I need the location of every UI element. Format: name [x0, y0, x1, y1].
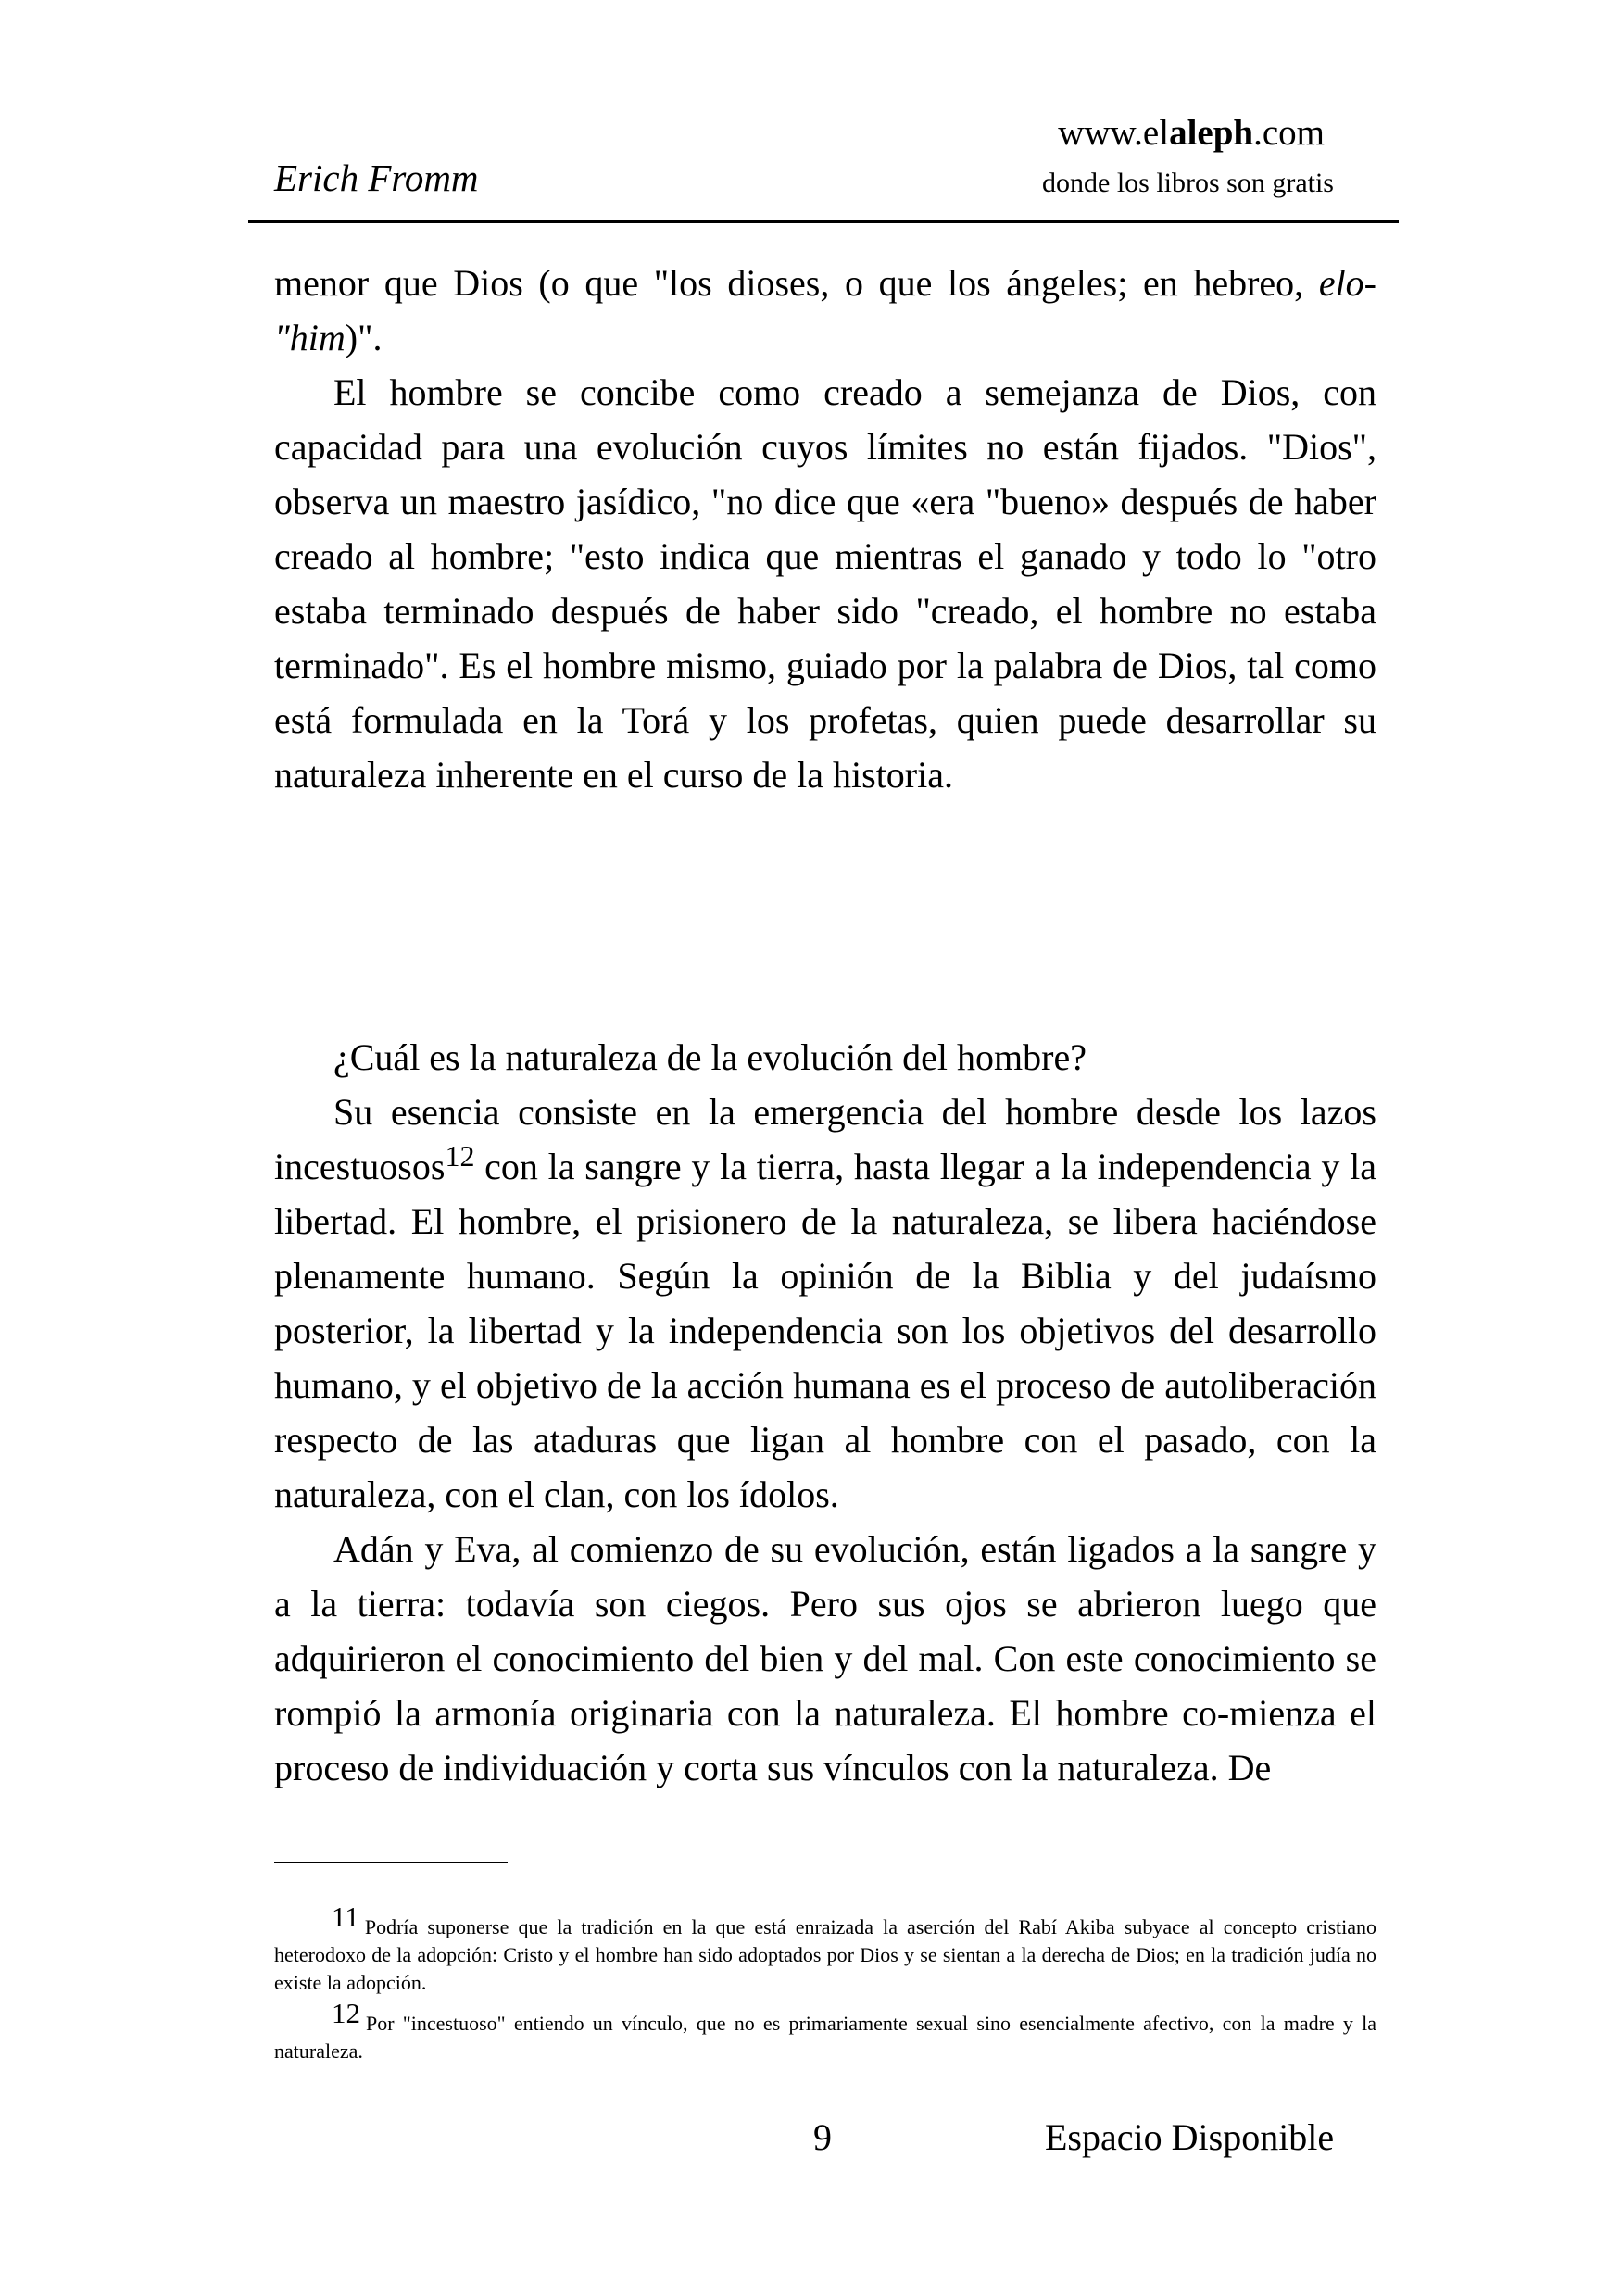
paragraph-1-italic: elo-"him: [274, 262, 1376, 358]
paragraph-4-text-b: con la sangre y la tierra, hasta llegar a la independencia y la libertad. El hombre, el prisionero de la naturaleza, se libera haciéndose plenamente humano. Según la opinión de la Biblia y del judaísmo posterior, la libertad y la independencia son los objetivos del desarrollo humano, y el objetivo de la acción humana es el proceso de autoliberación respecto de las ataduras que ligan al hombre con el pasado, con la naturaleza, con el clan, con los ídolos.: [274, 1146, 1376, 1515]
site-url-suffix: .com: [1253, 113, 1325, 153]
paragraph-5: Adán y Eva, al comienzo de su evolución, están ligados a la sangre y a la tierra: todavía son ciegos. Pero sus ojos se abrieron luego que adquirieron el conocimiento del bien y del mal. Con este conocimiento se rompió la armonía originaria con la naturaleza. El hombre co-mienza el proceso de individuación y corta sus vínculos con la naturaleza. De: [274, 1528, 1376, 1788]
running-header-author: Erich Fromm: [274, 157, 479, 199]
site-url[interactable]: [1058, 115, 1325, 151]
footnote-divider: [274, 1862, 508, 1863]
site-tagline: donde los libros son gratis: [1042, 168, 1334, 198]
footnote-11-number: 11: [332, 1901, 359, 1933]
site-url-bold: aleph: [1169, 113, 1254, 153]
paragraph-4-text-a: Su esencia consiste en la emergencia del hombre desde los lazos incestuosos: [274, 1091, 1376, 1187]
header-divider: [248, 220, 1399, 223]
body-block-top: [274, 256, 1376, 802]
footnote-11-text: Podría suponerse que la tradición en la que está enraizada la aserción del Rabí Akiba subyace al concepto cristiano heterodoxo de la adopción: Cristo y el hombre han sido adoptados por Dios y se sientan a la derecha de Dios; en la tradición judía no existe la adopción.: [274, 1915, 1376, 1994]
site-url-prefix: www.el: [1058, 113, 1170, 153]
footer-label: Espacio Disponible: [1045, 2116, 1335, 2158]
body-block-bottom: [274, 1030, 1376, 1795]
footnote-ref-12[interactable]: 12: [445, 1139, 475, 1173]
footnote-12-text: Por "incestuoso" entiendo un vínculo, que no es primariamente sexual sino esencialmente afectivo, con la madre y la naturaleza.: [274, 2012, 1376, 2063]
footnote-12-number: 12: [332, 1997, 360, 2029]
footnote-12: [274, 1997, 1376, 2065]
paragraph-3-question: ¿Cuál es la naturaleza de la evolución del hombre?: [333, 1036, 1087, 1078]
paragraph-1: [274, 256, 1376, 365]
page-number: 9: [813, 2116, 832, 2158]
footnotes: [274, 1901, 1376, 2078]
paragraph-1-text-b: )".: [345, 317, 383, 358]
footnote-11: [274, 1901, 1376, 1997]
paragraph-4: [274, 1085, 1376, 1522]
paragraph-2: El hombre se concibe como creado a semejanza de Dios, con capacidad para una evolución cuyos límites no están fijados. "Dios", observa un maestro jasídico, "no dice que «era "bueno» después de haber creado al hombre; "esto indica que mientras el ganado y todo lo "otro estaba terminado después de haber sido "creado, el hombre no estaba terminado". Es el hombre mismo, guiado por la palabra de Dios, tal como está formulada en la Torá y los profetas, quien puede desarrollar su naturaleza inherente en el curso de la historia.: [274, 371, 1376, 796]
paragraph-1-text-a: menor que Dios (o que "los dioses, o que los ángeles; en hebreo,: [274, 262, 1319, 304]
